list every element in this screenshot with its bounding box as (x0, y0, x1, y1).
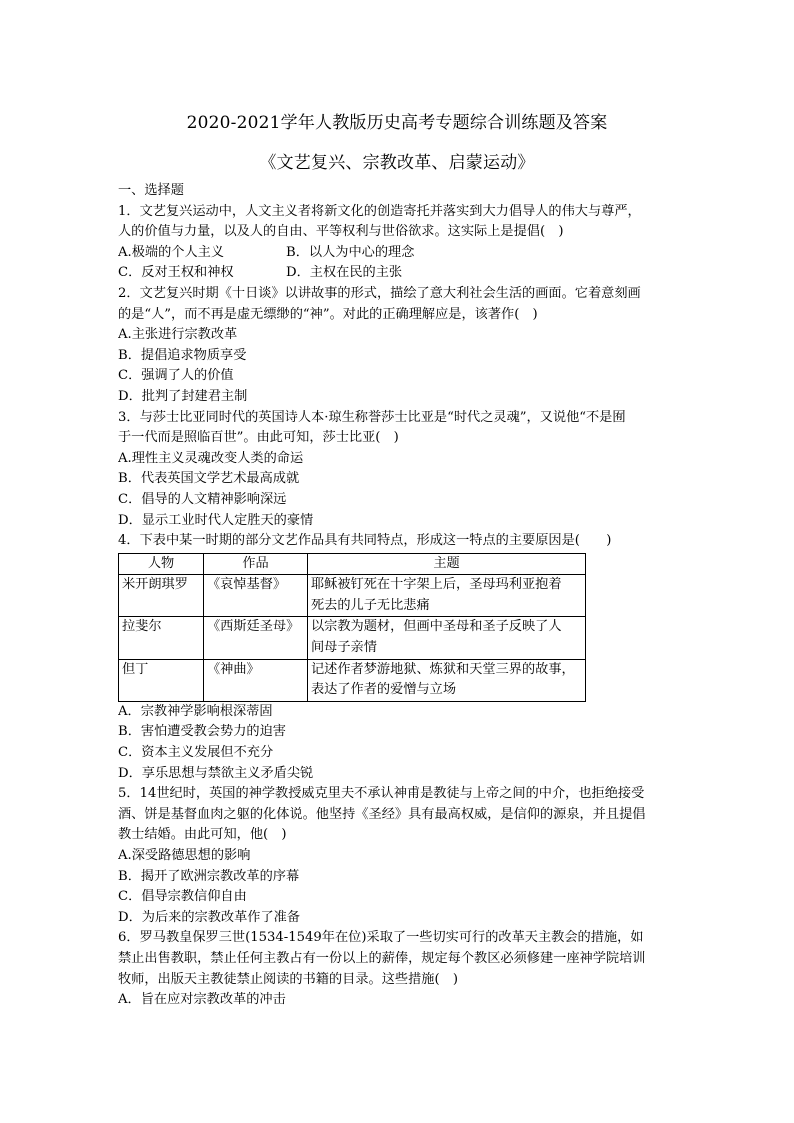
question-1-line-1: 1．文艺复兴运动中，人文主义者将新文化的创造寄托并落实到大力倡导人的伟大与尊严， (118, 203, 641, 219)
table-cell-theme-line: 以宗教为题材，但画中圣母和圣子反映了人 (311, 619, 562, 635)
question-3-option-c: C．倡导的人文精神影响深远 (118, 491, 287, 507)
table-cell-work: 《神曲》 (204, 659, 308, 701)
question-2-option-b: B．提倡追求物质享受 (118, 347, 247, 363)
table-cell-theme-line: 间母子亲情 (311, 640, 377, 656)
question-5-option-c: C．倡导宗教信仰自由 (118, 889, 247, 905)
table-row (119, 617, 586, 659)
question-4-option-c: C．资本主义发展但不充分 (118, 745, 274, 761)
question-3-option-a: A.理性主义灵魂改变人类的命运 (118, 450, 304, 466)
question-2-option-d: D．批判了封建君主制 (118, 388, 248, 404)
table-cell-theme (308, 575, 586, 617)
question-5-option-d: D．为后来的宗教改革作了准备 (118, 909, 301, 925)
document-body (118, 181, 683, 1011)
document-subtitle: 《文艺复兴、宗教改革、启蒙运动》 (259, 153, 535, 173)
table-header-work: 作品 (204, 553, 308, 575)
table-cell-work: 《西斯廷圣母》 (204, 617, 308, 659)
table-cell-theme-line: 表达了作者的爱憎与立场 (311, 682, 457, 698)
table-cell-person: 拉斐尔 (119, 617, 204, 659)
question-6-line-3: 牧师，出版天主教徒禁止阅读的书籍的目录。这些措施( ) (118, 971, 458, 987)
question-1-option-b: B．以人为中心的理念 (286, 244, 415, 260)
question-3-line-2: 于一代而是照临百世”。由此可知，莎士比亚( ) (118, 430, 399, 446)
question-1-line-2: 人的价值与力量，以及人的自由、平等权利与世俗欲求。这实际上是提倡( ) (118, 224, 564, 240)
table-cell-theme-line: 耶稣被钉死在十字架上后，圣母玛利亚抱着 (311, 577, 562, 593)
question-1-options-row-1 (118, 243, 683, 264)
question-3-line-1: 3．与莎士比亚同时代的英国诗人本·琼生称誉莎士比亚是“时代之灵魂”，又说他“不是囿 (118, 409, 626, 425)
table-row (119, 575, 586, 617)
question-4-option-a: A．宗教神学影响根深蒂固 (118, 703, 273, 719)
question-5-option-b: B．揭开了欧洲宗教改革的序幕 (118, 868, 300, 884)
question-3-option-b: B．代表英国文学艺术最高成就 (118, 471, 300, 487)
question-1-option-d: D．主权在民的主张 (286, 265, 403, 281)
table-cell-person: 米开朗琪罗 (119, 575, 204, 617)
table-cell-theme-line: 记述作者梦游地狱、炼狱和天堂三界的故事， (311, 661, 575, 677)
table-cell-work: 《哀悼基督》 (204, 575, 308, 617)
question-6-line-1: 6．罗马教皇保罗三世(1534-1549年在位)采取了一些切实可行的改革天主教会的措施，如 (118, 930, 644, 946)
question-4-option-d: D．享乐思想与禁欲主义矛盾尖锐 (118, 765, 314, 781)
question-3-option-d: D．显示工业时代人定胜天的豪情 (118, 512, 314, 528)
question-5-line-3: 教士结婚。由此可知，他( ) (118, 827, 287, 843)
question-6-line-2: 禁止出售教职，禁止任何主教占有一份以上的薪俸，规定每个教区必须修建一座神学院培训 (118, 950, 646, 966)
question-4-option-b: B．害怕遭受教会势力的迫害 (118, 724, 286, 740)
table-header-row (119, 553, 586, 575)
question-1-options-row-2 (118, 263, 683, 284)
table-header-person: 人物 (119, 553, 204, 575)
question-2-option-c: C．强调了人的价值 (118, 368, 234, 384)
question-5-line-1: 5．14世纪时，英国的神学教授威克里夫不承认神甫是教徒与上帝之间的中介，也拒绝接受 (118, 786, 645, 802)
works-table (118, 553, 586, 702)
document-title: 2020-2021学年人教版历史高考专题综合训练题及答案 (186, 113, 608, 133)
question-4-line-1: 4．下表中某一时期的部分文艺作品具有共同特点，形成这一特点的主要原因是( ) (118, 533, 612, 549)
question-6-option-a: A．旨在应对宗教改革的冲击 (118, 992, 286, 1008)
table-cell-theme (308, 617, 586, 659)
section-heading: 一、选择题 (118, 183, 184, 198)
question-1-option-c: C．反对王权和神权 (118, 265, 234, 281)
table-cell-theme-line: 死去的儿子无比悲痛 (311, 597, 430, 613)
table-cell-person: 但丁 (119, 659, 204, 701)
question-2-line-2: 的是“人”，而不再是虚无缥缈的“神”。对此的正确理解应是，该著作( ) (118, 306, 538, 322)
table-row (119, 659, 586, 701)
table-cell-theme (308, 659, 586, 701)
question-1-option-a: A.极端的个人主义 (118, 244, 225, 260)
question-5-option-a: A.深受路德思想的影响 (118, 848, 251, 863)
table-header-theme: 主题 (308, 553, 586, 575)
question-2-option-a: A.主张进行宗教改革 (118, 327, 238, 343)
question-5-line-2: 酒、饼是基督血肉之躯的化体说。他坚持《圣经》具有最高权威，是信仰的源泉，并且提倡 (118, 806, 646, 822)
question-2-line-1: 2．文艺复兴时期《十日谈》以讲故事的形式，描绘了意大利社会生活的画面。它着意刻画 (118, 285, 641, 301)
